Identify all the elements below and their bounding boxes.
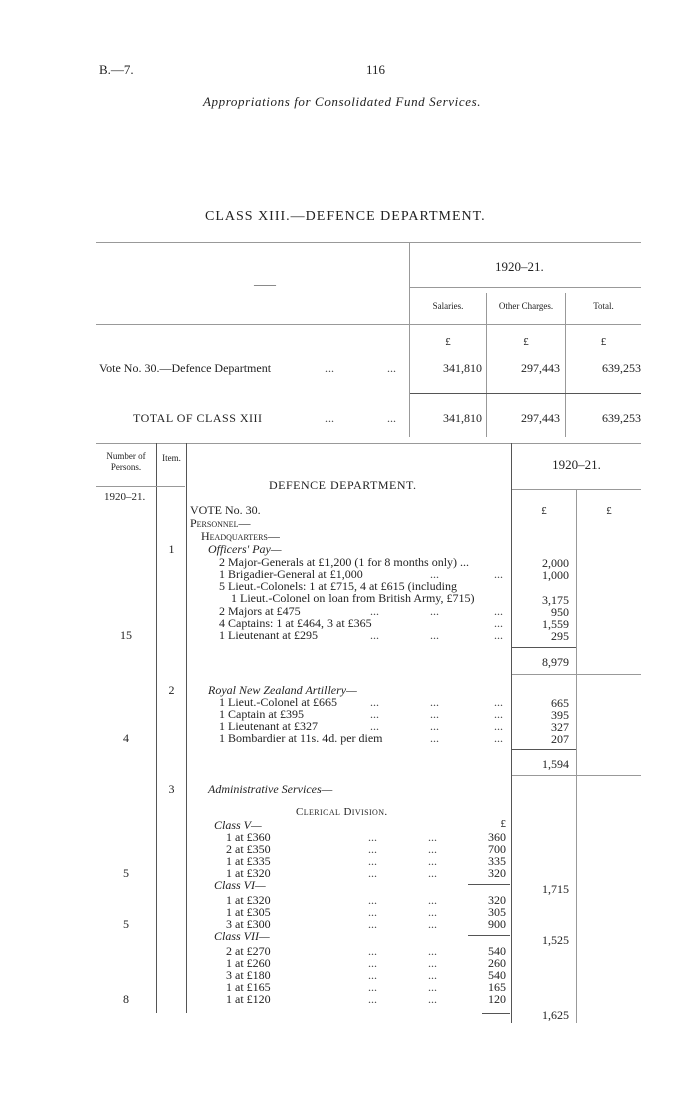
subtotal-amount: 1,525 <box>542 933 569 947</box>
rule <box>410 393 641 394</box>
line-item: 2 at £270 <box>226 944 271 958</box>
line-amount: 207 <box>551 732 569 746</box>
artillery-heading: Royal New Zealand Artillery— <box>208 683 357 697</box>
leader-dots: ... <box>430 567 439 581</box>
rule <box>482 1013 510 1014</box>
rule <box>512 674 641 675</box>
leader-dots: ... <box>494 695 503 709</box>
vote-other-charges: 297,443 <box>521 361 560 375</box>
leader-dots: ... <box>368 980 377 994</box>
line-amount: 360 <box>488 830 506 844</box>
leader-dots: ... <box>370 695 379 709</box>
line-item: 1 at £165 <box>226 980 271 994</box>
rule <box>96 242 641 243</box>
class-vii-heading: Class VII— <box>214 929 270 943</box>
rule <box>512 489 641 490</box>
line-item: 1 Lieutenant at £295 <box>219 628 318 642</box>
line-item: 1 Bombardier at 11s. 4d. per diem <box>219 731 383 745</box>
currency-symbol: £ <box>523 336 529 348</box>
line-item: 1 at £360 <box>226 830 271 844</box>
line-item: 2 at £350 <box>226 842 271 856</box>
rule <box>512 647 576 648</box>
total-salaries: 341,810 <box>443 411 482 425</box>
leader-dots: ... <box>368 992 377 1006</box>
leader-dots: ... <box>428 917 437 931</box>
leader-dots: ... <box>368 944 377 958</box>
leader-dots: ... <box>428 956 437 970</box>
leader-dots: ... <box>368 854 377 868</box>
item-number: 1 <box>168 542 175 556</box>
persons-count: 4 <box>123 731 129 745</box>
leader-dots: ... <box>368 968 377 982</box>
persons-count: 15 <box>120 628 132 642</box>
line-amount: 1,559 <box>542 617 569 631</box>
leader-dots: ... <box>428 866 437 880</box>
leader-dots: ... <box>428 944 437 958</box>
item-number: 2 <box>168 683 175 697</box>
leader-dots: ... <box>428 968 437 982</box>
line-item: 2 Major-Generals at £1,200 (1 for 8 months only) ... <box>219 555 470 569</box>
leader-dots: ... <box>387 361 396 375</box>
col-total-header: Total. <box>593 301 614 311</box>
vote-label: Vote No. 30.—Defence Department <box>99 361 272 375</box>
line-amount: 395 <box>551 708 569 722</box>
leader-dots: ... <box>494 567 503 581</box>
clerical-division-heading: Clerical Division. <box>296 806 388 818</box>
line-amount: 540 <box>488 944 506 958</box>
leader-dots: ... <box>494 719 503 733</box>
subtotal-amount: 1,594 <box>542 757 569 771</box>
page-number: 116 <box>366 62 386 77</box>
rule <box>468 935 510 936</box>
leader-dots: ... <box>430 604 439 618</box>
leader-dots: ... <box>430 731 439 745</box>
line-item: 4 Captains: 1 at £464, 3 at £365 <box>219 616 372 630</box>
rule <box>96 486 185 487</box>
line-item: 1 at £120 <box>226 992 271 1006</box>
leader-dots: ... <box>494 731 503 745</box>
currency-symbol: £ <box>606 505 612 517</box>
persons-year: 1920–21. <box>104 491 146 503</box>
leader-dots: ... <box>430 707 439 721</box>
leader-dots: ... <box>428 992 437 1006</box>
line-amount: 320 <box>488 866 506 880</box>
line-item-continued: 1 Lieut.-Colonel on loan from British Army, £715) <box>231 591 475 605</box>
rule <box>576 490 577 1023</box>
currency-symbol: £ <box>500 818 506 830</box>
summary-year: 1920–21. <box>495 259 544 274</box>
detail-title: DEFENCE DEPARTMENT. <box>269 478 417 492</box>
leader-dots: ... <box>368 956 377 970</box>
subtotal-amount: 1,625 <box>542 1008 569 1022</box>
leader-dots: ... <box>430 695 439 709</box>
leader-dots: ... <box>494 616 503 630</box>
line-item: 5 Lieut.-Colonels: 1 at £715, 4 at £615 (including <box>219 579 457 593</box>
leader-dots: ... <box>368 866 377 880</box>
leader-dots: ... <box>494 707 503 721</box>
line-amount: 165 <box>488 980 506 994</box>
total-label: TOTAL OF CLASS XIII <box>133 411 263 425</box>
line-amount: 335 <box>488 854 506 868</box>
leader-dots: ... <box>430 628 439 642</box>
persons-count: 5 <box>123 866 129 880</box>
line-item: 1 at £260 <box>226 956 271 970</box>
rule <box>156 443 157 1013</box>
vote-total: 639,253 <box>602 361 641 375</box>
leader-dots: ... <box>370 628 379 642</box>
rule <box>410 287 641 288</box>
col-item-header: Item. <box>162 453 181 463</box>
vote-heading: VOTE No. 30. <box>190 503 261 517</box>
line-item: 1 at £320 <box>226 893 271 907</box>
subtotal-amount: 8,979 <box>542 655 569 669</box>
currency-symbol: £ <box>541 505 547 517</box>
leader-dots: ... <box>368 842 377 856</box>
leader-dots: ... <box>370 604 379 618</box>
item-number: 3 <box>168 782 175 796</box>
currency-symbol: £ <box>445 336 451 348</box>
line-item: 1 Brigadier-General at £1,000 <box>219 567 363 581</box>
personnel-heading: Personnel— <box>190 516 251 530</box>
leader-dots: ... <box>370 707 379 721</box>
line-amount: 260 <box>488 956 506 970</box>
line-amount: 3,175 <box>542 593 569 607</box>
leader-dots: ... <box>325 411 334 425</box>
page-subtitle: Appropriations for Consolidated Fund Services. <box>203 94 482 109</box>
rule <box>96 443 641 444</box>
leader-dots: ... <box>494 628 503 642</box>
leader-dots: ... <box>428 842 437 856</box>
total-total: 639,253 <box>602 411 641 425</box>
col-persons-header: Number of Persons. <box>106 451 146 472</box>
line-amount: 320 <box>488 893 506 907</box>
line-item: 1 at £335 <box>226 854 271 868</box>
line-item: 1 at £320 <box>226 866 271 880</box>
line-amount: 540 <box>488 968 506 982</box>
leader-dots: ... <box>428 893 437 907</box>
leader-dots: ... <box>428 830 437 844</box>
leader-dots: ... <box>430 719 439 733</box>
persons-count: 8 <box>123 992 129 1006</box>
leader-dots: ... <box>368 905 377 919</box>
line-amount: 295 <box>551 629 569 643</box>
total-other-charges: 297,443 <box>521 411 560 425</box>
rule <box>468 884 510 885</box>
rule <box>512 749 576 750</box>
line-item: 1 Lieutenant at £327 <box>219 719 318 733</box>
leader-dots: ... <box>387 411 396 425</box>
leader-dots: ... <box>494 604 503 618</box>
line-item: 3 at £180 <box>226 968 271 982</box>
admin-heading: Administrative Services— <box>208 782 333 796</box>
leader-dots: ... <box>428 980 437 994</box>
line-item: 2 Majors at £475 <box>219 604 301 618</box>
line-amount: 120 <box>488 992 506 1006</box>
leader-dots: ... <box>325 361 334 375</box>
currency-symbol: £ <box>600 336 607 348</box>
leader-dots: ... <box>428 905 437 919</box>
line-amount: 900 <box>488 917 506 931</box>
vote-salaries: 341,810 <box>443 361 482 375</box>
persons-count: 5 <box>123 917 129 931</box>
line-amount: 665 <box>551 696 569 710</box>
line-amount: 700 <box>488 842 506 856</box>
line-amount: 950 <box>551 605 569 619</box>
line-item: 1 at £305 <box>226 905 271 919</box>
line-item: 1 Captain at £395 <box>219 707 304 721</box>
leader-dots: ... <box>368 893 377 907</box>
line-amount: 1,000 <box>542 568 569 582</box>
col-salaries-header: Salaries. <box>432 301 464 311</box>
leader-dots: ... <box>368 830 377 844</box>
rule <box>186 443 187 1013</box>
class-v-heading: Class V— <box>214 818 262 832</box>
class-vi-heading: Class VI— <box>214 878 266 892</box>
col-other-charges-header: Other Charges. <box>498 301 554 311</box>
line-amount: 305 <box>488 905 506 919</box>
line-amount: 2,000 <box>542 556 569 570</box>
leader-dots: ... <box>368 917 377 931</box>
class-title: CLASS XIII.—DEFENCE DEPARTMENT. <box>205 209 486 224</box>
rule <box>512 775 641 776</box>
blank-column-label: —— <box>254 279 276 291</box>
headquarters-heading: Headquarters— <box>201 529 280 543</box>
document-reference: B.—7. <box>99 62 134 77</box>
detail-year: 1920–21. <box>552 457 601 472</box>
line-item: 3 at £300 <box>226 917 271 931</box>
leader-dots: ... <box>370 719 379 733</box>
leader-dots: ... <box>428 854 437 868</box>
subtotal-amount: 1,715 <box>542 882 569 896</box>
rule <box>96 324 641 325</box>
line-item: 1 Lieut.-Colonel at £665 <box>219 695 337 709</box>
line-amount: 327 <box>551 720 569 734</box>
officers-pay-heading: Officers' Pay— <box>208 542 282 556</box>
